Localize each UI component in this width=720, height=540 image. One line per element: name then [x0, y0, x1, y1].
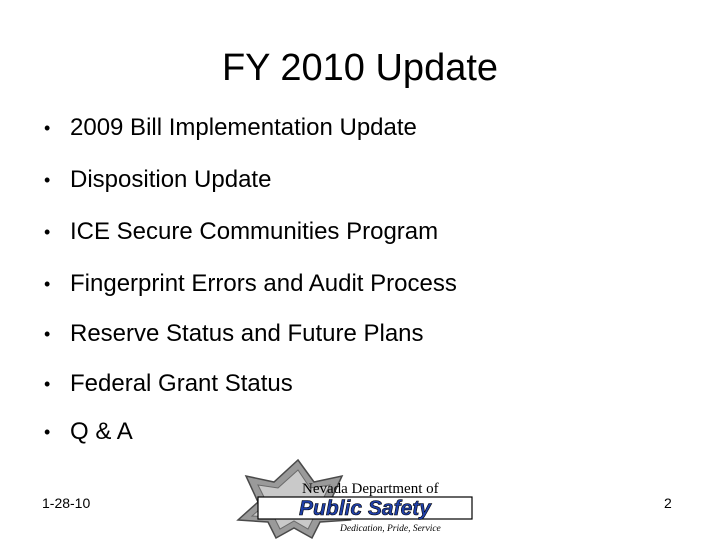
- bullet-text: ICE Secure Communities Program: [70, 218, 439, 245]
- nevada-dps-logo: [232, 458, 478, 540]
- page-number: 2: [664, 495, 672, 511]
- bullet-dot: •: [44, 222, 51, 242]
- bullet-text: Fingerprint Errors and Audit Process: [70, 270, 457, 297]
- bullet-text: Federal Grant Status: [70, 370, 293, 397]
- footer-date: 1-28-10: [42, 495, 91, 511]
- logo-line-1: Nevada Department of: [302, 481, 439, 497]
- logo-tagline: Dedication, Pride, Service: [340, 524, 441, 534]
- bullet-dot: •: [44, 170, 51, 190]
- bullet-text: Q & A: [70, 418, 133, 445]
- logo-line-2: Public Safety: [299, 497, 431, 520]
- bullet-text: 2009 Bill Implementation Update: [70, 114, 417, 141]
- bullet-dot: •: [44, 374, 51, 394]
- bullet-dot: •: [44, 118, 51, 138]
- bullet-text: Disposition Update: [70, 166, 272, 193]
- bullet-text: Reserve Status and Future Plans: [70, 320, 424, 347]
- bullet-dot: •: [44, 274, 51, 294]
- bullet-dot: •: [44, 324, 51, 344]
- slide-title: FY 2010 Update: [221, 47, 499, 89]
- bullet-dot: •: [44, 422, 51, 442]
